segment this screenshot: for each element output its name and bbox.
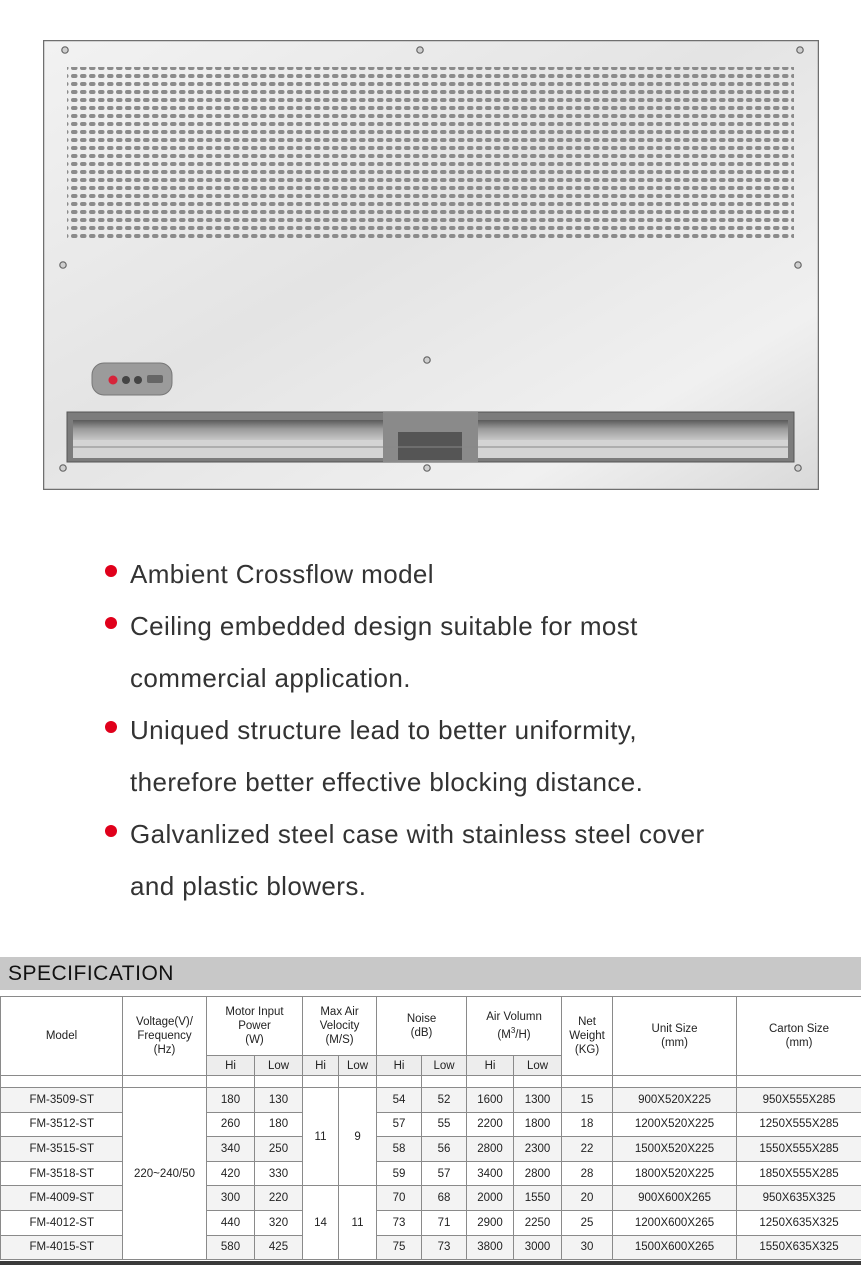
cell-noise-low: 68 (422, 1186, 467, 1211)
cell-motor-hi: 580 (207, 1235, 255, 1260)
col-net-weight: Net Weight (KG) (562, 997, 613, 1076)
cell-weight: 25 (562, 1210, 613, 1235)
cell-weight: 15 (562, 1088, 613, 1113)
cell-air-hi: 1600 (467, 1088, 514, 1113)
cell-carton-size: 1850X555X285 (737, 1161, 861, 1186)
cell-unit-size: 1200X520X225 (613, 1112, 737, 1137)
cell-motor-hi: 420 (207, 1161, 255, 1186)
feature-item-continued (100, 652, 742, 704)
cell-motor-hi: 260 (207, 1112, 255, 1137)
spec-header-row (1, 997, 861, 1056)
air-curtain-product-image (43, 40, 819, 490)
sub-low: Low (255, 1056, 303, 1076)
cell-noise-hi: 75 (377, 1235, 422, 1260)
sub-hi: Hi (467, 1056, 514, 1076)
cell-unit-size: 900X520X225 (613, 1088, 737, 1113)
cell-air-hi: 2900 (467, 1210, 514, 1235)
table-bottom-rule (0, 1261, 861, 1265)
cell-air-low: 1550 (514, 1186, 562, 1211)
cell-air-low: 2800 (514, 1161, 562, 1186)
spec-table (0, 996, 861, 1260)
cell-air-low: 2300 (514, 1137, 562, 1162)
spec-title: SPECIFICATION (8, 962, 174, 985)
col-model: Model (1, 997, 123, 1076)
spec-title-bar (0, 957, 861, 990)
cell-model: FM-3515-ST (1, 1137, 123, 1162)
sub-low: Low (339, 1056, 377, 1076)
cell-noise-low: 52 (422, 1088, 467, 1113)
feature-item-continued (100, 860, 742, 912)
feature-text: commercial application. (130, 663, 411, 693)
cell-motor-low: 320 (255, 1210, 303, 1235)
sub-hi: Hi (303, 1056, 339, 1076)
cell-noise-low: 73 (422, 1235, 467, 1260)
bullet-icon (105, 565, 117, 577)
cell-motor-hi: 440 (207, 1210, 255, 1235)
feature-text: Uniqued structure lead to better uniformity, (130, 715, 638, 745)
cell-noise-hi: 54 (377, 1088, 422, 1113)
col-carton-size: Carton Size (mm) (737, 997, 861, 1076)
cell-unit-size: 1500X600X265 (613, 1235, 737, 1260)
table-row (1, 1088, 861, 1113)
cell-air-hi: 2200 (467, 1112, 514, 1137)
feature-text: Ambient Crossflow model (130, 559, 434, 589)
cell-weight: 18 (562, 1112, 613, 1137)
cell-air-low: 3000 (514, 1235, 562, 1260)
air-outlet (67, 412, 794, 462)
feature-item (100, 600, 742, 652)
cell-noise-low: 57 (422, 1161, 467, 1186)
cell-carton-size: 950X555X285 (737, 1088, 861, 1113)
cell-carton-size: 1550X635X325 (737, 1235, 861, 1260)
cell-velocity-low: 11 (339, 1186, 377, 1260)
cell-model: FM-3509-ST (1, 1088, 123, 1113)
cell-weight: 28 (562, 1161, 613, 1186)
cell-weight: 20 (562, 1186, 613, 1211)
sub-low: Low (514, 1056, 562, 1076)
cell-unit-size: 1500X520X225 (613, 1137, 737, 1162)
cell-voltage: 220~240/50 (123, 1088, 207, 1260)
sub-hi: Hi (207, 1056, 255, 1076)
cell-noise-hi: 57 (377, 1112, 422, 1137)
cell-noise-low: 71 (422, 1210, 467, 1235)
col-air-volume: Air Volumn $(M^3/H)$ (467, 997, 562, 1056)
feature-text: therefore better effective blocking distance. (130, 767, 644, 797)
feature-item (100, 548, 742, 600)
cell-model: FM-3512-ST (1, 1112, 123, 1137)
cell-air-low: 1800 (514, 1112, 562, 1137)
col-unit-size: Unit Size (mm) (613, 997, 737, 1076)
cell-motor-low: 180 (255, 1112, 303, 1137)
cell-motor-hi: 180 (207, 1088, 255, 1113)
cell-velocity-hi: 11 (303, 1088, 339, 1186)
cell-velocity-low: 9 (339, 1088, 377, 1186)
col-noise: Noise (dB) (377, 997, 467, 1056)
cell-motor-low: 330 (255, 1161, 303, 1186)
feature-list (100, 548, 742, 912)
cell-air-hi: 2000 (467, 1186, 514, 1211)
cell-air-hi: 2800 (467, 1137, 514, 1162)
cell-carton-size: 950X635X325 (737, 1186, 861, 1211)
cell-unit-size: 1200X600X265 (613, 1210, 737, 1235)
bullet-icon (105, 721, 117, 733)
cell-velocity-hi: 14 (303, 1186, 339, 1260)
control-panel (92, 363, 172, 395)
cell-motor-hi: 300 (207, 1186, 255, 1211)
cell-air-hi: 3400 (467, 1161, 514, 1186)
cell-noise-low: 56 (422, 1137, 467, 1162)
spec-gap-row (1, 1076, 861, 1088)
cell-air-hi: 3800 (467, 1235, 514, 1260)
col-air-velocity: Max Air Velocity (M/S) (303, 997, 377, 1056)
cell-model: FM-4012-ST (1, 1210, 123, 1235)
feature-text: and plastic blowers. (130, 871, 367, 901)
cell-weight: 22 (562, 1137, 613, 1162)
cell-motor-low: 130 (255, 1088, 303, 1113)
cell-motor-hi: 340 (207, 1137, 255, 1162)
sub-low: Low (422, 1056, 467, 1076)
feature-item (100, 808, 742, 860)
cell-motor-low: 220 (255, 1186, 303, 1211)
feature-text: Galvanlized steel case with stainless steel cover (130, 819, 705, 849)
bullet-icon (105, 825, 117, 837)
cell-noise-hi: 59 (377, 1161, 422, 1186)
cell-noise-hi: 73 (377, 1210, 422, 1235)
cell-carton-size: 1250X555X285 (737, 1112, 861, 1137)
cell-unit-size: 900X600X265 (613, 1186, 737, 1211)
cell-carton-size: 1550X555X285 (737, 1137, 861, 1162)
cell-model: FM-4015-ST (1, 1235, 123, 1260)
feature-text: Ceiling embedded design suitable for most (130, 611, 638, 641)
cell-air-low: 2250 (514, 1210, 562, 1235)
cell-weight: 30 (562, 1235, 613, 1260)
cell-motor-low: 250 (255, 1137, 303, 1162)
sub-hi: Hi (377, 1056, 422, 1076)
cell-motor-low: 425 (255, 1235, 303, 1260)
feature-item (100, 704, 742, 756)
col-voltage: Voltage(V)/ Frequency (Hz) (123, 997, 207, 1076)
cell-unit-size: 1800X520X225 (613, 1161, 737, 1186)
perforated-grille (67, 67, 794, 239)
cell-model: FM-3518-ST (1, 1161, 123, 1186)
bullet-icon (105, 617, 117, 629)
cell-noise-hi: 70 (377, 1186, 422, 1211)
cell-noise-low: 55 (422, 1112, 467, 1137)
cell-noise-hi: 58 (377, 1137, 422, 1162)
cell-model: FM-4009-ST (1, 1186, 123, 1211)
cell-air-low: 1300 (514, 1088, 562, 1113)
cell-carton-size: 1250X635X325 (737, 1210, 861, 1235)
col-motor-power: Motor Input Power (W) (207, 997, 303, 1056)
feature-item-continued (100, 756, 742, 808)
